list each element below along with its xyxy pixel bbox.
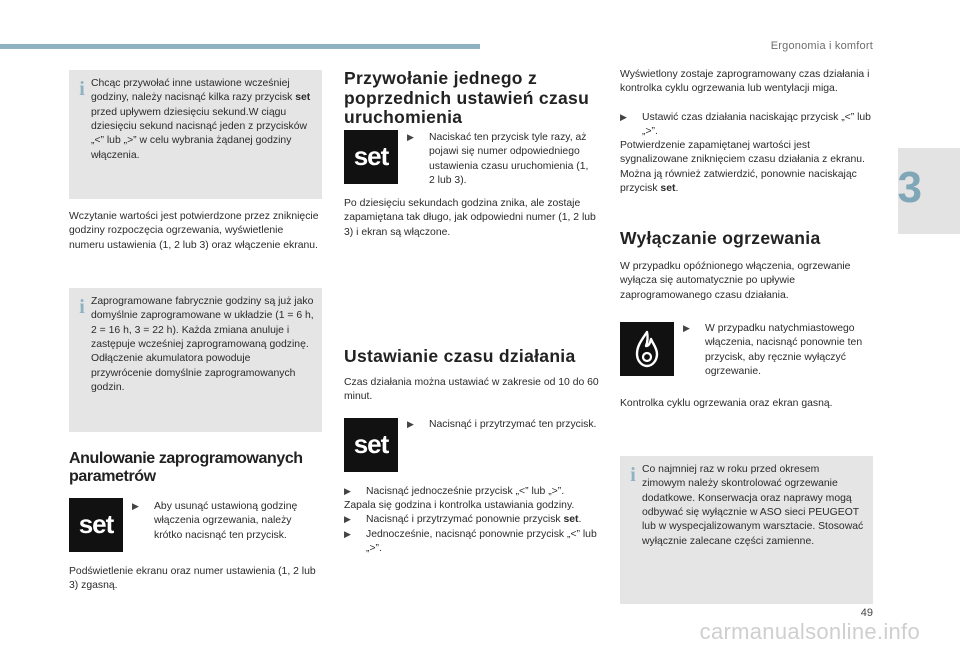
duration-display-paragraph: Wyświetlony zostaje zaprogramowany czas działania i kontrolka cyklu ogrzewania lub wentylacji miga. [620, 69, 870, 95]
step-recall: ▶ Naciskać ten przycisk tyle razy, aż pojawi się numer odpowiedniego ustawienia czasu uruchomienia (1, 2 lub 3). [407, 132, 589, 187]
bullet-icon: ▶ [407, 132, 414, 142]
duration-confirm-paragraph: Potwierdzenie zapamiętanej wartości jest sygnalizowane zniknięciem czasu działania z ekranu. Można ją również zatwierdzić, ponownie naciskając przycisk set. [620, 140, 865, 195]
duration-range-paragraph: Czas działania można ustawiać w zakresie od 10 do 60 minut. [344, 377, 599, 403]
step-cancel: ▶ Aby usunąć ustawioną godzinę włączenia ogrzewania, należy krótko nacisnąć ten przycisk. [132, 501, 298, 541]
set-button-icon: set [69, 498, 123, 552]
step-hold-set: ▶ Nacisnąć i przytrzymać ten przycisk. [407, 419, 597, 430]
recall-result-paragraph: Po dziesięciu sekundach godzina znika, ale zostaje zapamiętana tak długo, jak odpowiedni numer (1, 2 lub 3) i ekran są włączone. [344, 198, 596, 238]
section-title: Ergonomia i komfort [770, 40, 873, 52]
info-box-text: Co najmniej raz w roku przed okresem zimowym należy skontrolować ogrzewanie dodatkowe. Konserwacja oraz naprawy mogą odbywać się wyłącznie w ASO sieci PEUGEOT lub w wyspecjalizowanym warsztacie. Stosować wyłącznie zalecane części zamienne. [642, 464, 864, 547]
info-box-text: Chcąc przywołać inne ustawione wcześniej godziny, należy nacisnąć kilka razy przycisk set przed upływem dziesięciu sekund.W ciągu dziesięciu sekund nacisnąć jeden z przycisków „<” lub „>” w celu wybrania żądanej godziny włączenia. [91, 78, 311, 161]
heading-cancel-program: Anulowanie zaprogramowanych parametrów [69, 450, 303, 485]
step-set-duration: ▶ Ustawić czas działania naciskając przycisk „<” lub „>”. [620, 112, 871, 138]
set-button-icon: set [344, 130, 398, 184]
bullet-icon: ▶ [683, 323, 690, 333]
confirmation-paragraph: Wczytanie wartości jest potwierdzone przez zniknięcie godziny rozpoczęcia ogrzewania, wyświetlenie numeru ustawienia (1, 2 lub 3) oraz włączenie ekranu. [69, 211, 319, 251]
bullet-icon: ▶ [344, 514, 351, 524]
indicator-off-paragraph: Kontrolka cyklu ogrzewania oraz ekran gasną. [620, 398, 833, 409]
bullet-icon: ▶ [344, 486, 351, 496]
bullet-icon: ▶ [132, 501, 139, 511]
set-button-icon: set [344, 418, 398, 472]
heading-turn-off-heating: Wyłączanie ogrzewania [620, 228, 821, 248]
time-lights-paragraph: Zapala się godzina i kontrolka ustawiania godziny. [344, 500, 575, 511]
heading-recall-setting: Przywołanie jednego z poprzednich ustawień czasu uruchomienia [344, 68, 590, 128]
step-press-arrows: ▶ Nacisnąć jednocześnie przycisk „<” lub „>”. [344, 486, 565, 497]
bullet-icon: ▶ [407, 419, 414, 429]
chapter-number: 3 [897, 163, 922, 212]
info-box-recall [69, 70, 322, 199]
heating-flame-icon [620, 322, 674, 376]
watermark: carmanualsonline.info [699, 618, 920, 644]
info-box-text: Zaprogramowane fabrycznie godziny są już jako domyślnie zaprogramowane w układzie (1 = 6 h, 2 = 16 h, 3 = 22 h). Każda zmiana anuluje i zastępuje wcześniej zaprogramowaną godzinę. Odłączenie akumulatora powoduje przywrócenie domyślnie zaprogramowanych godzin. [91, 296, 314, 394]
step-manual-off: ▶ W przypadku natychmiastowego włączenia, nacisnąć ponownie ten przycisk, aby ręcznie wyłączyć ogrzewanie. [683, 323, 863, 378]
info-icon: i [630, 464, 636, 486]
info-icon: i [79, 296, 85, 318]
info-box-factory-settings [69, 288, 322, 432]
bullet-icon: ▶ [620, 112, 627, 122]
page-number: 49 [860, 607, 873, 619]
step-press-arrows-again: ▶ Jednocześnie, nacisnąć ponownie przycisk „<” lub „>”. [344, 529, 597, 555]
auto-off-paragraph: W przypadku opóźnionego włączenia, ogrzewanie wyłącza się automatycznie po upływie zaprogramowanego czasu działania. [620, 261, 851, 301]
header-accent-bar [0, 44, 480, 49]
step-hold-set-again: ▶ Nacisnąć i przytrzymać ponownie przycisk set. [344, 514, 582, 525]
heading-set-duration: Ustawianie czasu działania [344, 346, 576, 366]
cancel-result-paragraph: Podświetlenie ekranu oraz numer ustawienia (1, 2 lub 3) zgasną. [69, 566, 316, 592]
info-box-maintenance [620, 456, 873, 604]
bullet-icon: ▶ [344, 529, 351, 539]
info-icon: i [79, 78, 85, 100]
